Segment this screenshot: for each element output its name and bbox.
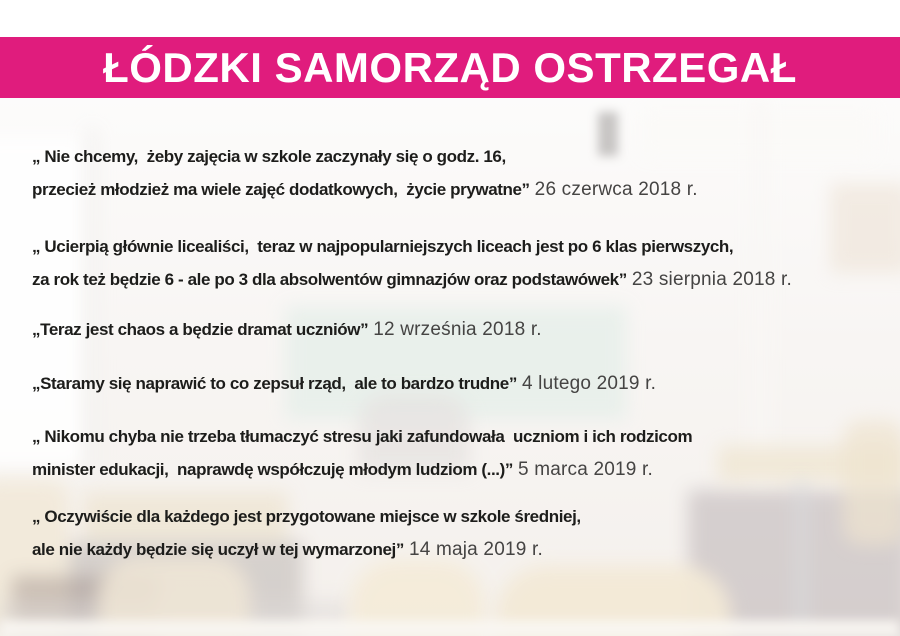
quote-date: 12 września 2018 r. <box>373 319 542 340</box>
quote-line <box>32 230 894 263</box>
quote-text: ale nie każdy będzie się uczył w tej wymarzonej” <box>32 540 404 559</box>
quote-item <box>32 420 894 486</box>
quote-text: „ Nikomu chyba nie trzeba tłumaczyć stresu jaki zafundowała uczniom i ich rodzicom <box>32 427 693 446</box>
quote-text: „ Ucierpią głównie licealiści, teraz w najpopularniejszych liceach jest po 6 klas pierwszych, <box>32 237 734 256</box>
quote-text: za rok też będzie 6 - ale po 3 dla absolwentów gimnazjów oraz podstawówek” <box>32 270 627 289</box>
quote-line <box>32 500 894 533</box>
quote-date: 26 czerwca 2018 r. <box>534 179 698 200</box>
quote-line <box>32 533 894 566</box>
quote-line <box>32 173 894 206</box>
quote-text: „Staramy się naprawić to co zepsuł rząd, ale to bardzo trudne” <box>32 374 517 393</box>
quote-item <box>32 500 894 566</box>
quote-text: „Teraz jest chaos a będzie dramat uczniów” <box>32 320 369 339</box>
quote-line <box>32 313 894 346</box>
quote-item <box>32 367 894 400</box>
quote-line <box>32 367 894 400</box>
quote-date: 4 lutego 2019 r. <box>521 373 657 394</box>
quote-text: przecież młodzież ma wiele zajęć dodatkowych, życie prywatne” <box>32 180 530 199</box>
quote-line <box>32 420 894 453</box>
quote-item <box>32 230 894 296</box>
quote-date: 14 maja 2019 r. <box>408 539 543 560</box>
quote-text: „ Nie chcemy, żeby zajęcia w szkole zaczynały się o godz. 16, <box>32 147 506 166</box>
quote-line <box>32 263 894 296</box>
page-title: ŁÓDZKI SAMORZĄD OSTRZEGAŁ <box>103 44 797 91</box>
quote-line <box>32 453 894 486</box>
quote-text: „ Oczywiście dla każdego jest przygotowane miejsce w szkole średniej, <box>32 507 581 526</box>
quote-date: 23 sierpnia 2018 r. <box>631 269 792 290</box>
quote-line <box>32 140 894 173</box>
quote-text: minister edukacji, naprawdę współczuję młodym ludziom (...)” <box>32 460 513 479</box>
quote-date: 5 marca 2019 r. <box>517 459 654 480</box>
quote-item <box>32 313 894 346</box>
quote-item <box>32 140 894 206</box>
